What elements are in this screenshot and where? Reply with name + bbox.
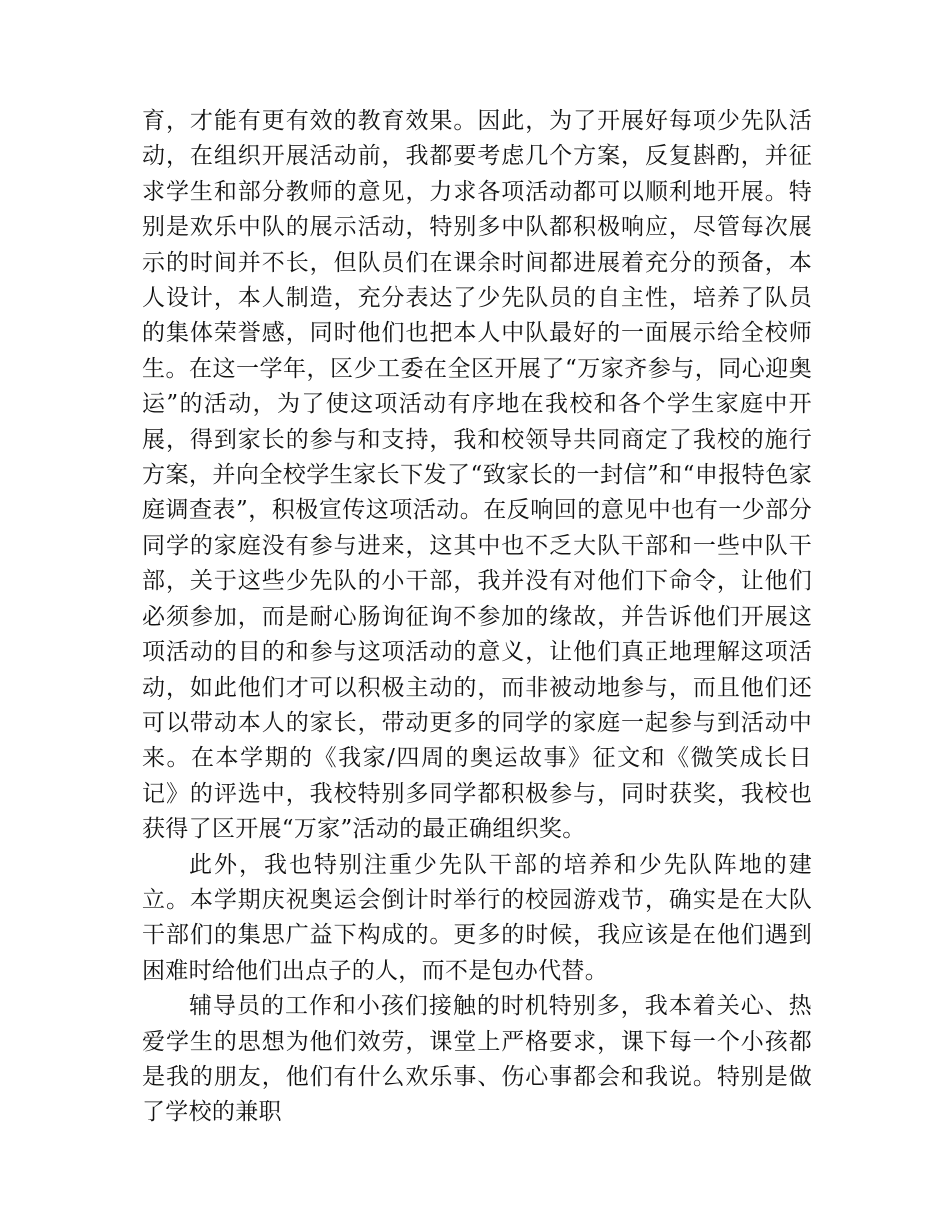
paragraph-1: 育，才能有更有效的教育效果。因此，为了开展好每项少先队活动，在组织开展活动前，我都要考虑几个方案，反复斟酌，并征求学生和部分教师的意见，力求各项活动都可以顺利地开展。特别是欢乐中队的展示活动，特别多中队都积极响应，尽管每次展示的时间并不长，但队员们在课余时间都进展着充分的预备，本人设计，本人制造，充分表达了少先队员的自主性，培养了队员的集体荣誉感，同时他们也把本人中队最好的一面展示给全校师生。在这一学年，区少工委在全区开展了“万家齐参与，同心迎奥运”的活动，为了使这项活动有序地在我校和各个学生家庭中开展，得到家长的参与和支持，我和校领导共同商定了我校的施行方案，并向全校学生家长下发了“致家长的一封信”和“申报特色家庭调查表”，积极宣传这项活动。在反响回的意见中也有一少部分同学的家庭没有参与进来，这其中也不乏大队干部和一些中队干部，关于这些少先队的小干部，我并没有对他们下命令，让他们必须参加，而是耐心肠询征询不参加的缘故，并告诉他们开展这项活动的目的和参与这项活动的意义，让他们真正地理解这项活动，如此他们才可以积极主动的，而非被动地参与，而且他们还可以带动本人的家长，带动更多的同学的家庭一起参与到活动中来。在本学期的《我家/四周的奥运故事》征文和《微笑成长日记》的评选中，我校特别多同学都积极参与，同时获奖，我校也获得了区开展“万家”活动的最正确组织奖。	[142, 108, 812, 843]
document-body	[142, 104, 812, 1131]
paragraph-3: 辅导员的工作和小孩们接触的时机特别多，我本着关心、热爱学生的思想为他们效劳，课堂上严格要求，课下每一个小孩都是我的朋友，他们有什么欢乐事、伤心事都会和我说。特别是做了学校的兼职	[142, 993, 812, 1126]
paragraph-2: 此外，我也特别注重少先队干部的培养和少先队阵地的建立。本学期庆祝奥运会倒计时举行的校园游戏节，确实是在大队干部们的集思广益下构成的。更多的时候，我应该是在他们遇到困难时给他们出点子的人，而不是包办代替。	[142, 851, 812, 984]
